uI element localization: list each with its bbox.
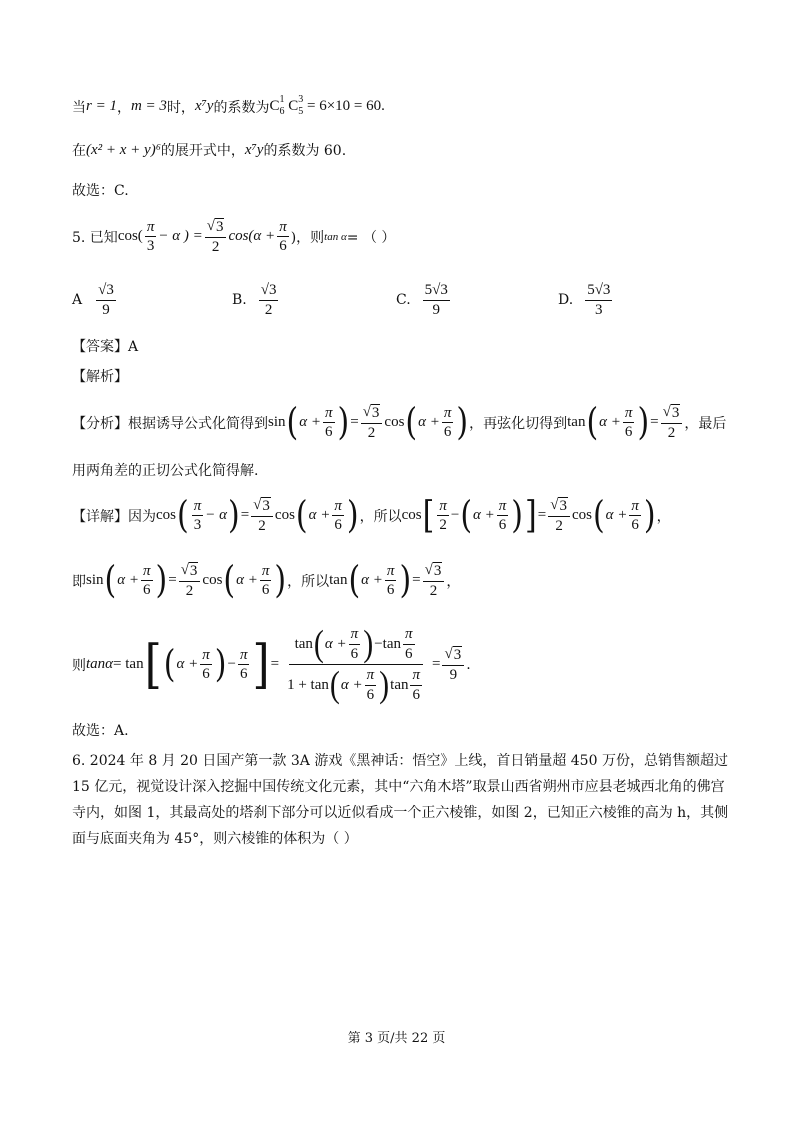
text: sin (268, 414, 286, 430)
math-m: m = 3 (130, 98, 167, 114)
text: 的系数为 (213, 99, 270, 116)
text: ，再弦化切得到 (469, 415, 568, 432)
option-label: D. (558, 292, 574, 308)
text: 【答案】A (72, 339, 139, 355)
option-c[interactable] (396, 282, 452, 318)
fraction-pi-3: $\frac{\pi}{3}$ (146, 218, 155, 254)
math-r: r = 1 (86, 98, 117, 114)
option-d[interactable] (558, 282, 614, 318)
ji-line: 即 sin ( α + $\frac{\pi}{6}$ ) = √ 3 2 cos ( α + $\frac{\pi}{6}$ ) ，所以 tan ( α + $\frac{\pi}{6}$ ) = √ 3 2 ， (72, 558, 461, 602)
text: 当 (72, 99, 86, 116)
xiangjie-line: 【详解】因为 cos ( $\frac{\pi}{3}$ − α ) = √ 3 2 cos ( α + $\frac{\pi}{6}$ ) ，所以 cos [ $\frac{\pi}{2}$ − ( α + $\frac{\pi}{6}$ ) ] = √ 3 2 cos ( α + $\frac{\pi}{6}$ ) ， (72, 493, 671, 537)
text: 时， (166, 99, 195, 116)
fenxi-line: 【分析】根据诱导公式化简得到 sin ( α + $\frac{\pi}{6}$ ) = √ 3 2 cos ( α + $\frac{\pi}{6}$ ) ，再弦化切得到 tan ( α + $\frac{\pi}{6}$ ) = √ 3 2 ，最后 (72, 400, 727, 444)
text: ，所以 (359, 508, 402, 525)
text: 【详解】因为 (72, 508, 156, 525)
analysis-title (72, 366, 128, 386)
text: 的展开式中， (160, 143, 245, 159)
option-label: B. (232, 292, 247, 308)
fraction-pi-6: $\frac{\pi}{6}$ (279, 218, 287, 254)
text: ，所以 (287, 573, 330, 590)
text: = （ ） (346, 229, 396, 246)
math-x7y: x⁷y (194, 98, 214, 114)
text: 故选：C. (72, 183, 129, 199)
text: 即 (72, 573, 86, 590)
text: ， (446, 573, 461, 590)
option-value: $\frac{5√3}{9}$ (424, 282, 448, 318)
page-footer: 第 3 页/共 22 页 (347, 1031, 446, 1046)
big-fraction: tan ( α + $\frac{\pi}{6}$ ) − tan $\frac{\pi}{6}$ 1 + tan ( α + $\frac{\pi}{6}$ ) tan $\frac{\pi}{6}$ (281, 626, 430, 703)
text: 用两角差的正切公式化简得解. (72, 463, 259, 479)
line-coefficient-calc (72, 96, 385, 117)
option-label: C. (396, 292, 411, 308)
math-combination: $C^1_6$ $C^3_5 = 6\times 10 = 60$. (269, 94, 385, 117)
line-expansion (72, 140, 346, 160)
question-number: 5. 已知 (72, 229, 118, 246)
text: 故选：A. (72, 723, 129, 739)
fraction-sqrt3-2: √ 3 2 (205, 218, 227, 255)
text: ， (116, 99, 131, 116)
option-b[interactable] (232, 282, 280, 318)
text: cos(α + (228, 228, 276, 244)
text: 的系数为 60. (263, 143, 347, 159)
text: ，最后 (684, 415, 727, 432)
text: 【分析】根据诱导公式化简得到 (72, 415, 268, 432)
option-value: $\frac{√3}{9}$ (98, 282, 114, 318)
question-6: 6. 2024 年 8 月 20 日国产第一款 3A 游戏《黑神话：悟空》上线，首日销量超 450 万份，总销售额超过 15 亿元，视觉设计深入挖掘中国传统文化元素，其中“六角木塔”取景山西省朔州市应县老城西北角的佛宫寺内，如图 1，其最高处的塔刹下部分可以近似看成一个正六棱锥，如图 2，已知正六棱锥的高为 h，其侧面与底面夹角为 45°，则六棱锥的体积为（ ） (72, 753, 729, 847)
fenxi-line-2 (72, 460, 258, 480)
text: . (466, 656, 471, 673)
option-a[interactable] (72, 282, 118, 318)
text: − α ) = (158, 228, 203, 244)
answer (72, 336, 138, 356)
text: 【解析】 (72, 369, 128, 385)
text: 则 (72, 657, 86, 674)
text: tan α (324, 230, 347, 243)
line-choice-a (72, 720, 129, 740)
question-5 (72, 218, 395, 255)
line-choice-c (72, 180, 129, 200)
ze-line: 则 tanα = tan [ ( α + $\frac{\pi}{6}$ ) − $\frac{\pi}{6}$ ] = tan ( α + $\frac{\pi}{6}$ ) − tan $\frac{\pi}{6}$ 1 + tan ( α + $\frac{\pi}{6}$ ) tan $\frac{\pi}{6}$ = √ 3 9 . (72, 622, 471, 705)
option-value: $\frac{√3}{2}$ (260, 282, 277, 318)
text: )，则 (290, 229, 325, 246)
math-expansion: (x² + x + y)⁶ (86, 141, 161, 158)
text: 在 (72, 143, 86, 159)
option-value: $\frac{5√3}{3}$ (587, 282, 611, 318)
math-x7y: x⁷y (244, 141, 264, 158)
text: cos( (117, 228, 143, 244)
text: ， (656, 508, 671, 525)
option-label: A (72, 292, 83, 308)
